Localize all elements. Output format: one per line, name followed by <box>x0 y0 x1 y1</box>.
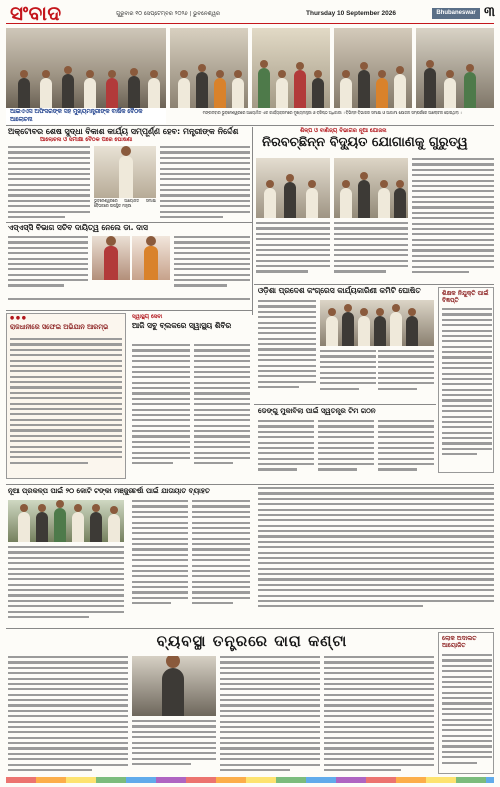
story4-title: ନୂଆ ପ୍ରକଳ୍ପ ପାଇଁ ୨୦ କୋଟି ଟଙ୍କା ମଞ୍ଜୁର <box>8 487 134 495</box>
box-left-title: ରାଜଧାନୀରେ ସଫେଇ ଅଭିଯାନ ଆରମ୍ଭ <box>10 323 109 331</box>
top-photo-2 <box>170 28 248 108</box>
top-photo-4 <box>334 28 412 108</box>
side-right-body <box>442 308 492 468</box>
newspaper-logo: ସଂବାଦ <box>10 1 62 25</box>
story3-body <box>258 300 316 400</box>
story2-title: ଏସ୍‌ଏସ୍‌ସି ବିଭାଗ ସଚିବ ଦାୟିତ୍ୱ ନେଲେ ଡା. ଦାସ <box>8 223 148 232</box>
story5-body <box>132 344 190 480</box>
top-photo-1 <box>6 28 166 108</box>
box-left-body <box>10 338 122 476</box>
story2-body <box>8 236 88 294</box>
story5-title: ଆଜି ସବୁ ବ୍ଲକରେ ସ୍ୱାସ୍ଥ୍ୟ ଶିବିର <box>132 321 232 330</box>
story5-body-2 <box>194 344 250 480</box>
masthead-meta: ଗୁରୁବାର ୧୦ ସେପ୍ଟେମ୍ବର ୨୦୨୬ | ଭୁବନେଶ୍ୱର <box>116 11 221 17</box>
story2-body-2 <box>174 236 250 294</box>
lead-photo-1 <box>256 158 330 218</box>
story2-continued <box>8 298 250 306</box>
story3-body-2 <box>320 350 376 400</box>
photo-caption-left: ଆଇଏଏସ ଅଫିସରଙ୍କ ସହ ମୁଖ୍ୟମନ୍ତ୍ରୀଙ୍କ ବାର୍ଷିକ ବୈଠକ ଆଲୋଚନା <box>6 108 166 124</box>
page-number: ୩ <box>484 4 496 20</box>
box-left-kicker: ● ● ● <box>10 316 26 321</box>
story4-body <box>8 546 124 620</box>
lead-title: ନିରବଚ୍ଛିନ୍ନ ବିଦ୍ୟୁତ ଯୋଗାଣକୁ ଗୁରୁତ୍ୱ <box>262 135 468 150</box>
bottom-lead-body <box>8 656 128 774</box>
bottom-lead-body-4 <box>324 656 434 774</box>
bottom-lead-body-3 <box>220 656 320 774</box>
story2-photo-2 <box>132 236 170 280</box>
bottom-lead-body-2 <box>132 720 216 774</box>
story6-body <box>258 420 314 480</box>
side-right2-body <box>442 654 492 772</box>
top-photo-5 <box>416 28 494 108</box>
masthead-date: Thursday 10 September 2026 <box>306 10 396 17</box>
story1-kicker: ଆଲୋଚନା ଓ ସମୀକ୍ଷା ବୈଠକ ପରେ ଘୋଷଣା <box>40 137 133 143</box>
masthead <box>6 1 496 25</box>
color-registration-strip <box>6 777 494 783</box>
bottom-lead-photo <box>132 656 216 716</box>
lead-kicker: ଶିଳ୍ପ ଓ ବାଣିଜ୍ୟ ବିଭାଗର ନୂଆ ଯୋଜନା <box>300 128 387 134</box>
photo-caption-right: ମଙ୍ଗଳବାର ଭୁବନେଶ୍ୱରରେ ଆୟୋଜିତ ଏକ କାର୍ଯ୍ୟକ୍ରମରେ ମୁଖ୍ୟମନ୍ତ୍ରୀ ଓ ବରିଷ୍ଠ ଅଧିକାରୀ । ବିଭିନ୍ନ ବିଭାଗର ସମୀକ୍ଷା ଓ ଆଗାମୀ ଯୋଜନା ସମ୍ପର୍କରେ ଆଲୋଚନା ହୋଇଥିଲା । <box>202 110 462 115</box>
story1-body-2 <box>160 146 250 220</box>
story6-cont <box>258 487 494 627</box>
story6-body-2 <box>318 420 374 480</box>
story1-body <box>8 146 90 220</box>
lead-photo-2 <box>334 158 408 218</box>
side-right2-title: ଲୋକ ଅଦାଲତ ଆୟୋଜିତ <box>442 635 477 649</box>
story3-photo <box>320 300 434 346</box>
edition-badge: Bhubaneswar <box>432 8 480 19</box>
story3-title: ଓଡ଼ିଶା ପ୍ରଦେଶ କଂଗ୍ରେସ କାର୍ଯ୍ୟକାରିଣୀ କମିଟି ଘୋଷିତ <box>258 286 421 295</box>
story7-body <box>132 500 188 620</box>
story3-body-3 <box>378 350 434 400</box>
side-right-title: ଶିକ୍ଷକ ନିଯୁକ୍ତି ପାଇଁ ବିଜ୍ଞପ୍ତି <box>442 290 489 304</box>
story1-photo-caption: ଭୁବନେଶ୍ୱରରେ ଆୟୋଜିତ ସମୀକ୍ଷା ବୈଠକରେ ଉପସ୍ଥିତ ମନ୍ତ୍ରୀ <box>94 199 156 208</box>
lead-body <box>412 158 494 282</box>
story6-body-3 <box>378 420 434 480</box>
bottom-lead-title: ବ୍ୟବସ୍ଥା ତନ୍ତ୍ରରେ ଦାରା କଣ୍ଟା <box>156 632 348 650</box>
story2-photo-1 <box>92 236 130 280</box>
story6-title: ଡେଙ୍ଗୁ ମୁକାବିଲା ପାଇଁ ସ୍ୱତନ୍ତ୍ର ଟିମ ଗଠନ <box>258 407 376 415</box>
story5-kicker: ସ୍ୱାସ୍ଥ୍ୟ ସେବା <box>132 314 163 320</box>
story7-body-2 <box>192 500 250 620</box>
story4-photo <box>8 500 124 542</box>
story1-title: ଅକ୍ଟୋବର ଶେଷ ସୁଦ୍ଧା ବିକାଶ କାର୍ଯ୍ୟ ସମ୍ପୂର୍ଣ୍ଣ ହେବ: ମନ୍ତ୍ରୀଙ୍କ ନିର୍ଦ୍ଦେଶ <box>8 127 239 136</box>
lead-body-2 <box>256 222 330 282</box>
top-photo-3 <box>252 28 330 108</box>
lead-body-3 <box>334 222 408 282</box>
story1-photo <box>94 146 156 198</box>
story7-title: ବର୍ଷା ପାଇଁ ଯାତାୟାତ ବ୍ୟାହତ <box>132 487 210 495</box>
